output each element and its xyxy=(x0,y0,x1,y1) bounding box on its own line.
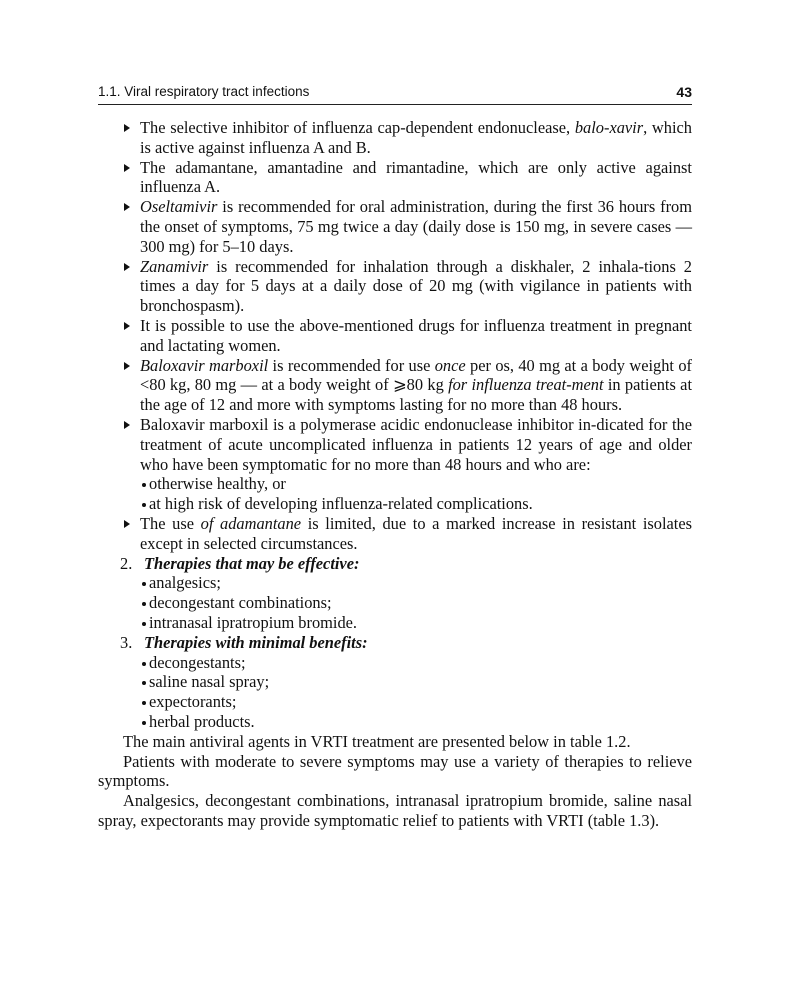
paragraph: Patients with moderate to severe symptoms may use a variety of therapies to relieve symptoms. xyxy=(98,751,692,791)
bullet-list-end xyxy=(98,514,692,554)
numbered-heading-3: 3. Therapies with minimal benefits: xyxy=(120,632,368,652)
sub-list-item: herbal products. xyxy=(98,712,692,732)
triangle-bullet-icon xyxy=(124,164,130,172)
triangle-bullet-icon xyxy=(124,203,130,211)
triangle-bullet-icon xyxy=(124,263,130,271)
paragraph: The main antiviral agents in VRTI treatment are presented below in table 1.2. xyxy=(123,731,631,751)
sub-list-item: intranasal ipratropium bromide. xyxy=(98,613,692,633)
paragraph: Analgesics, decongestant combinations, intranasal ipratropium bromide, saline nasal spray, expectorants may provide symptomatic relief to patients with VRTI (table 1.3). xyxy=(98,791,692,830)
sub-list-item: decongestants; xyxy=(98,653,692,673)
section-title: 1.1. Viral respiratory tract infections xyxy=(98,84,310,99)
effective-therapies-list xyxy=(98,573,692,632)
triangle-bullet-icon xyxy=(124,421,130,429)
numbered-heading-2: 2. Therapies that may be effective: xyxy=(120,553,360,573)
sub-list-item: expectorants; xyxy=(98,692,692,712)
minimal-benefit-list xyxy=(98,653,692,732)
list-item: The use of adamantane is limited, due to a marked increase in resistant isolates except in selected circumstances. xyxy=(98,514,692,554)
sub-list-item: at high risk of developing influenza-related complications. xyxy=(98,494,692,514)
triangle-bullet-icon xyxy=(124,362,130,370)
list-item: Oseltamivir is recommended for oral administration, during the first 36 hours from the onset of symptoms, 75 mg twice a day (daily dose is 150 mg, in severe cases — 300 mg) for 5–10 days. xyxy=(98,197,692,256)
sub-bullet-list xyxy=(98,474,692,514)
bullet-list xyxy=(98,118,692,474)
sub-list-item: saline nasal spray; xyxy=(98,672,692,692)
sub-list-item: decongestant combinations; xyxy=(98,593,692,613)
triangle-bullet-icon xyxy=(124,520,130,528)
running-head xyxy=(98,84,692,105)
page-number: 43 xyxy=(676,84,692,100)
list-item: It is possible to use the above-mentioned drugs for influenza treatment in pregnant and lactating women. xyxy=(98,316,692,356)
list-item: The selective inhibitor of influenza cap-dependent endonuclease, balo-xavir, which is active against influenza A and B. xyxy=(98,118,692,158)
sub-list-item: otherwise healthy, or xyxy=(98,474,692,494)
sub-list-item: analgesics; xyxy=(98,573,692,593)
body-text xyxy=(98,118,692,831)
triangle-bullet-icon xyxy=(124,322,130,330)
list-item: The adamantane, amantadine and rimantadine, which are only active against influenza A. xyxy=(98,158,692,198)
triangle-bullet-icon xyxy=(124,124,130,132)
list-item: Baloxavir marboxil is a polymerase acidic endonuclease inhibitor in-dicated for the treatment of acute uncomplicated influenza in patients 12 years of age and older who have been symptomatic for no more than 48 hours and who are: xyxy=(98,415,692,474)
list-item: Zanamivir is recommended for inhalation through a diskhaler, 2 inhala-tions 2 times a day for 5 days at a daily dose of 20 mg (with vigilance in patients with bronchospasm). xyxy=(98,257,692,316)
list-item: Baloxavir marboxil is recommended for use once per os, 40 mg at a body weight of <80 kg, 80 mg — at a body weight of ⩾80 kg for influenza treat-ment in patients at the age of 12 and more with symptoms lasting for no more than 48 hours. xyxy=(98,356,692,415)
